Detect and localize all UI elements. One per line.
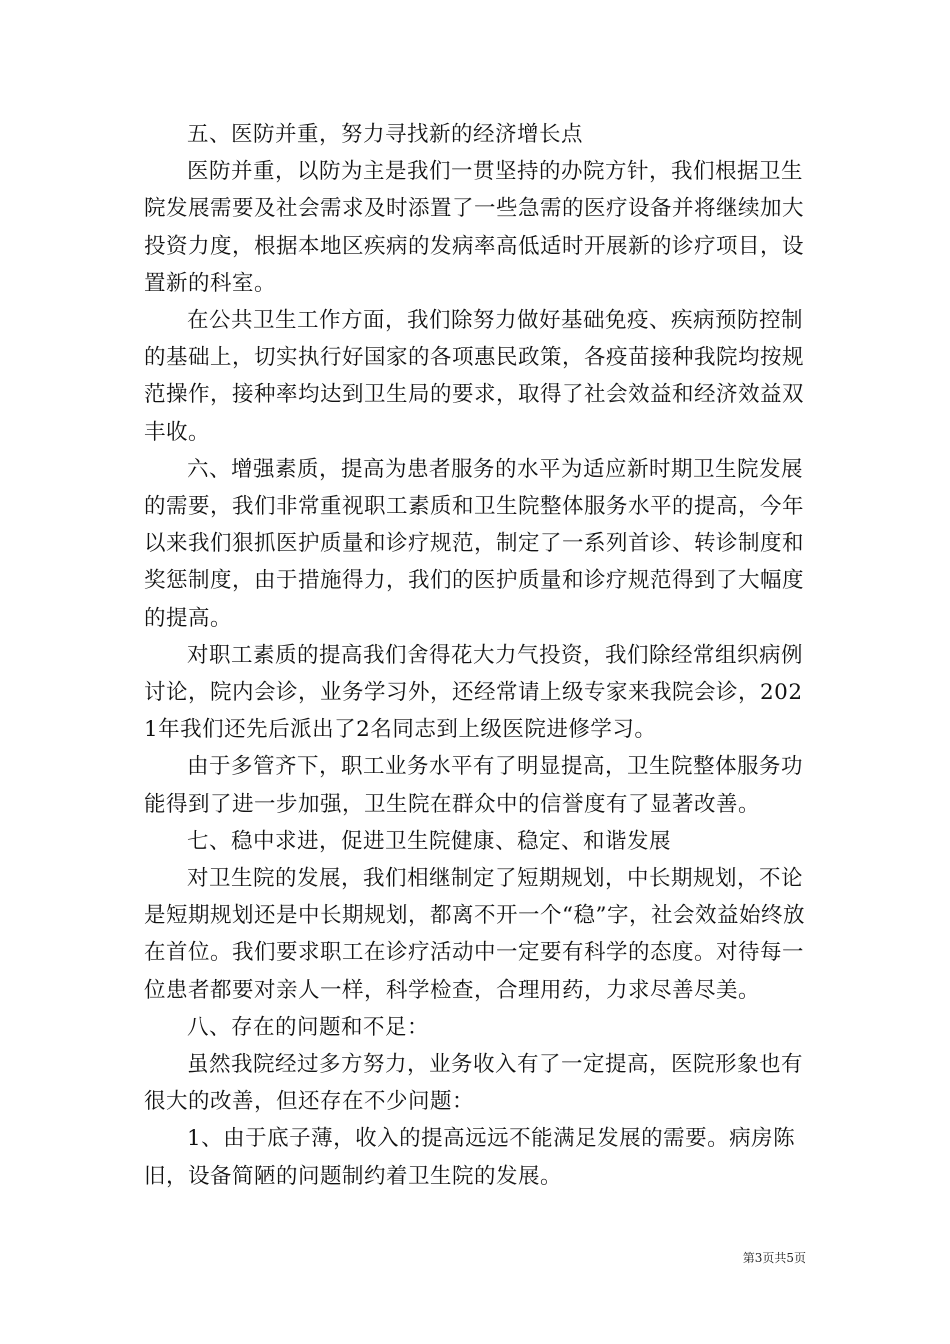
heading-section-5: 五、医防并重，努力寻找新的经济增长点 — [187, 122, 584, 147]
paragraph: 医防并重，以防为主是我们一贯坚持的办院方针，我们根据卫生院发展需要及社会需求及时添置了一些急需的医疗设备并将继续加大投资力度，根据本地区疾病的发病率高低适时开展新的诊疗项目，设置新的科室。 — [144, 159, 805, 296]
document-body — [144, 116, 809, 1195]
paragraph-section-6: 六、增强素质，提高为患者服务的水平为适应新时期卫生院发展的需要，我们非常重视职工素质和卫生院整体服务水平的提高，今年以来我们狠抓医护质量和诊疗规范，制定了一系列首诊、转诊制度和奖惩制度，由于措施得力，我们的医护质量和诊疗规范得到了大幅度的提高。 — [144, 456, 805, 631]
paragraph-item-1: 1、由于底子薄，收入的提高远远不能满足发展的需要。病房陈旧，设备简陋的问题制约着卫生院的发展。 — [144, 1126, 796, 1189]
page-number: 第3页共5页 — [742, 1251, 806, 1265]
paragraph: 在公共卫生工作方面，我们除努力做好基础免疫、疾病预防控制的基础上，切实执行好国家的各项惠民政策，各疫苗接种我院均按规范操作，接种率均达到卫生局的要求，取得了社会效益和经济效益双丰收。 — [144, 308, 805, 445]
heading-section-8: 八、存在的问题和不足： — [187, 1014, 430, 1040]
heading-section-7: 七、稳中求进，促进卫生院健康、稳定、和谐发展 — [187, 828, 672, 854]
paragraph: 对职工素质的提高我们舍得花大力气投资，我们除经常组织病例讨论，院内会诊，业务学习外，还经常请上级专家来我院会诊，2021年我们还先后派出了2名同志到上级医院进修学习。 — [144, 642, 804, 743]
paragraph: 对卫生院的发展，我们相继制定了短期规划，中长期规划，不论是短期规划还是中长期规划，都离不开一个“稳”字，社会效益始终放在首位。我们要求职工在诊疗活动中一定要有科学的态度。对待每一位患者都要对亲人一样，科学检查，合理用药，力求尽善尽美。 — [144, 866, 805, 1003]
paragraph: 由于多管齐下，职工业务水平有了明显提高，卫生院整体服务功能得到了进一步加强，卫生院在群众中的信誉度有了显著改善。 — [144, 754, 804, 817]
paragraph: 虽然我院经过多方努力，业务收入有了一定提高，医院形象也有很大的改善，但还存在不少问题： — [144, 1052, 804, 1115]
